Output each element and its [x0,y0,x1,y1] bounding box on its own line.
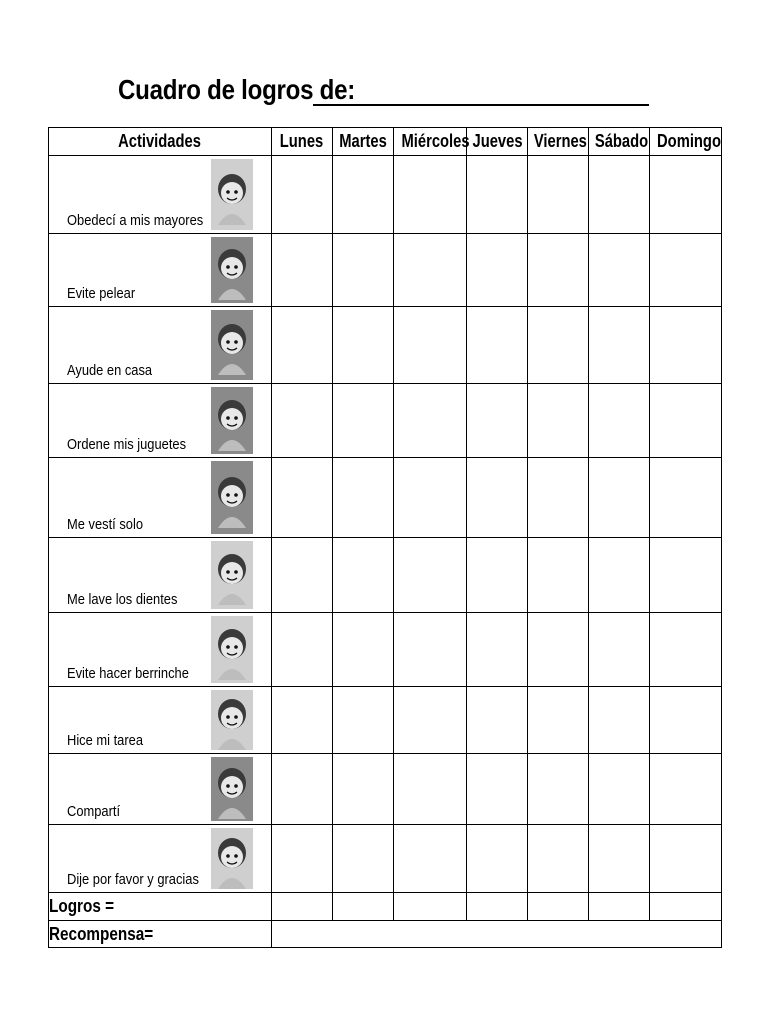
check-cell[interactable] [650,687,722,754]
header-day: Viernes [528,128,589,156]
check-cell[interactable] [394,234,467,307]
check-cell[interactable] [272,754,333,825]
check-cell[interactable] [528,458,589,538]
activity-cell [49,384,272,458]
check-cell[interactable] [650,156,722,234]
activity-label: Ayude en casa [67,362,153,379]
header-row [49,128,722,156]
check-cell[interactable] [394,825,467,893]
check-cell[interactable] [272,458,333,538]
girl-pigtails-icon [211,616,253,683]
activity-cell [49,613,272,687]
toys-icon [211,387,253,454]
check-cell[interactable] [650,754,722,825]
activity-row [49,538,722,613]
name-blank-line[interactable] [313,104,649,106]
check-cell[interactable] [394,538,467,613]
check-cell[interactable] [333,156,394,234]
check-cell[interactable] [589,754,650,825]
check-cell[interactable] [650,613,722,687]
check-cell[interactable] [333,687,394,754]
boy-brushing-teeth-icon [211,541,253,609]
logros-cell[interactable] [467,893,528,921]
check-cell[interactable] [467,307,528,384]
header-day: Domingo [650,128,722,156]
achievement-chart-table [48,127,722,948]
page-title: Cuadro de logros de: [118,74,355,105]
header-day: Jueves [467,128,528,156]
check-cell[interactable] [394,754,467,825]
check-cell[interactable] [272,687,333,754]
check-cell[interactable] [650,384,722,458]
check-cell[interactable] [272,307,333,384]
activity-row [49,156,722,234]
check-cell[interactable] [528,825,589,893]
check-cell[interactable] [272,234,333,307]
check-cell[interactable] [528,754,589,825]
header-day: Miércoles [394,128,467,156]
check-cell[interactable] [589,307,650,384]
girl-cleaning-icon [211,310,253,380]
check-cell[interactable] [650,825,722,893]
recompensa-label: Recompensa= [49,921,272,948]
check-cell[interactable] [467,613,528,687]
check-cell[interactable] [333,307,394,384]
activity-row [49,613,722,687]
check-cell[interactable] [333,754,394,825]
activity-cell [49,458,272,538]
logros-row [49,893,722,921]
header-day: Sábado [589,128,650,156]
activity-cell [49,538,272,613]
check-cell[interactable] [589,234,650,307]
check-cell[interactable] [467,754,528,825]
recompensa-cell[interactable] [272,921,722,948]
logros-cell[interactable] [394,893,467,921]
check-cell[interactable] [589,825,650,893]
check-cell[interactable] [333,458,394,538]
check-cell[interactable] [333,825,394,893]
check-cell[interactable] [394,156,467,234]
activity-row [49,754,722,825]
activity-label: Me lave los dientes [67,591,178,608]
check-cell[interactable] [589,458,650,538]
check-cell[interactable] [394,687,467,754]
check-cell[interactable] [528,156,589,234]
activity-label: Evite hacer berrinche [67,665,189,682]
check-cell[interactable] [528,613,589,687]
check-cell[interactable] [467,538,528,613]
recompensa-row [49,921,722,948]
check-cell[interactable] [467,458,528,538]
check-cell[interactable] [333,613,394,687]
check-cell[interactable] [333,384,394,458]
check-cell[interactable] [394,307,467,384]
check-cell[interactable] [394,458,467,538]
activity-cell [49,307,272,384]
check-cell[interactable] [272,613,333,687]
header-day: Martes [333,128,394,156]
check-cell[interactable] [528,234,589,307]
check-cell[interactable] [589,384,650,458]
check-cell[interactable] [394,613,467,687]
girl-polite-icon [211,828,253,889]
check-cell[interactable] [333,538,394,613]
logros-cell[interactable] [333,893,394,921]
header-activities: Actividades [49,128,272,156]
activity-row [49,307,722,384]
activity-label: Obedecí a mis mayores [67,212,204,229]
activity-label: Hice mi tarea [67,732,143,749]
activity-row [49,825,722,893]
check-cell[interactable] [272,384,333,458]
check-cell[interactable] [528,307,589,384]
activity-cell [49,754,272,825]
check-cell[interactable] [467,156,528,234]
child-homework-icon [211,690,253,750]
check-cell[interactable] [650,307,722,384]
check-cell[interactable] [589,687,650,754]
check-cell[interactable] [528,384,589,458]
activity-row [49,234,722,307]
check-cell[interactable] [589,538,650,613]
mother-child-icon [211,159,253,230]
kids-sharing-icon [211,757,253,821]
header-day: Lunes [272,128,333,156]
check-cell[interactable] [650,234,722,307]
logros-label: Logros = [49,893,272,921]
check-cell[interactable] [528,687,589,754]
activity-label: Dije por favor y gracias [67,871,199,888]
activity-cell [49,825,272,893]
check-cell[interactable] [467,825,528,893]
check-cell[interactable] [650,538,722,613]
activity-cell [49,234,272,307]
activity-cell [49,156,272,234]
check-cell[interactable] [272,825,333,893]
activity-label: Evite pelear [67,285,136,302]
check-cell[interactable] [333,234,394,307]
activity-label: Me vestí solo [67,516,144,533]
logros-cell[interactable] [589,893,650,921]
activity-row [49,384,722,458]
check-cell[interactable] [589,613,650,687]
check-cell[interactable] [272,538,333,613]
check-cell[interactable] [272,156,333,234]
activity-row [49,458,722,538]
check-cell[interactable] [394,384,467,458]
logros-cell[interactable] [650,893,722,921]
check-cell[interactable] [589,156,650,234]
boy-dressing-icon [211,461,253,534]
activity-cell [49,687,272,754]
logros-cell[interactable] [528,893,589,921]
activity-label: Ordene mis juguetes [67,436,187,453]
logros-cell[interactable] [272,893,333,921]
activity-label: Compartí [67,803,121,820]
check-cell[interactable] [650,458,722,538]
activity-row [49,687,722,754]
two-kids-icon [211,237,253,303]
check-cell[interactable] [528,538,589,613]
check-cell[interactable] [467,384,528,458]
check-cell[interactable] [467,234,528,307]
check-cell[interactable] [467,687,528,754]
